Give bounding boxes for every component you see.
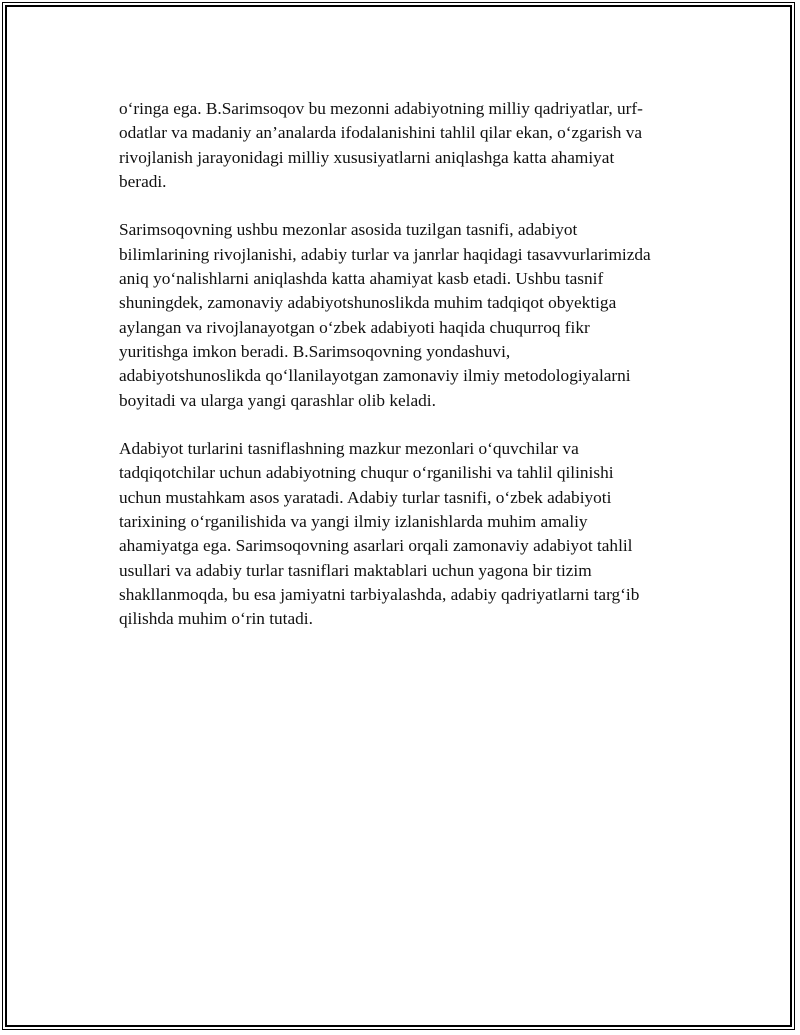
paragraph-line: o‘ringa ega. B.Sarimsoqov bu mezonni adabiyotning milliy qadriyatlar, urf- (119, 99, 643, 118)
paragraph-line: odatlar va madaniy an’analarda ifodalanishini tahlil qilar ekan, o‘zgarish va (119, 123, 643, 143)
paragraph-line: shuningdek, zamonaviy adabiyotshunoslikda muhim tadqiqot obyektiga (119, 293, 617, 313)
paragraph-line: ahamiyatga ega. Sarimsoqovning asarlari orqali zamonaviy adabiyot tahlil (119, 536, 633, 556)
paragraph-line: rivojlanish jarayonidagi milliy xususiyatlarni aniqlashga katta ahamiyat (119, 147, 615, 167)
paragraph-line: tarixining o‘rganilishida va yangi ilmiy izlanishlarda muhim amaliy (119, 512, 588, 532)
document-page (5, 5, 792, 1027)
paragraph-2 (119, 218, 699, 412)
paragraph-line: boyitadi va ularga yangi qarashlar olib keladi. (119, 390, 436, 410)
paragraph-line: usullari va adabiy turlar tasniflari maktablari uchun yagona bir tizim (119, 560, 592, 580)
paragraph-line: aniq yo‘nalishlarni aniqlashda katta ahamiyat kasb etadi. Ushbu tasnif (119, 269, 604, 289)
paragraph-line: qilishda muhim o‘rin tutadi. (119, 609, 313, 629)
paragraph-line: bilimlarining rivojlanishi, adabiy turlar va janrlar haqidagi tasavvurlarimizda (119, 244, 651, 264)
paragraph-1 (119, 97, 699, 194)
paragraph-line: aylangan va rivojlanayotgan o‘zbek adabiyoti haqida chuqurroq fikr (119, 317, 590, 337)
paragraph-line: yuritishga imkon beradi. B.Sarimsoqovning yondashuvi, (119, 341, 511, 361)
paragraph-line: beradi. (119, 171, 167, 191)
paragraph-line: shakllanmoqda, bu esa jamiyatni tarbiyalashda, adabiy qadriyatlarni targ‘ib (119, 584, 640, 604)
paragraph-line: Sarimsoqovning ushbu mezonlar asosida tuzilgan tasnifi, adabiyot (119, 220, 578, 240)
document-body (119, 97, 699, 656)
paragraph-line: uchun mustahkam asos yaratadi. Adabiy turlar tasnifi, o‘zbek adabiyoti (119, 487, 612, 507)
paragraph-line: Adabiyot turlarini tasniflashning mazkur mezonlari o‘quvchilar va (119, 439, 579, 459)
paragraph-line: tadqiqotchilar uchun adabiyotning chuqur o‘rganilishi va tahlil qilinishi (119, 463, 614, 483)
paragraph-3 (119, 437, 699, 631)
paragraph-line: adabiyotshunoslikda qo‘llanilayotgan zamonaviy ilmiy metodologiyalarni (119, 366, 631, 386)
